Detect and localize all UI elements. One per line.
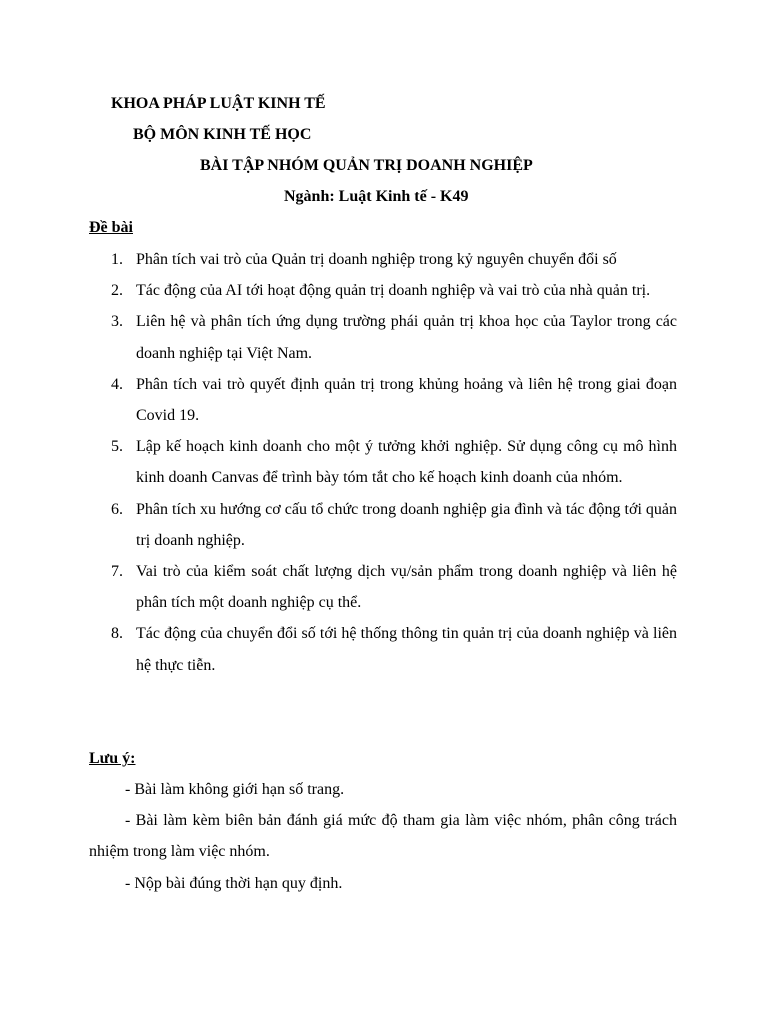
list-item bbox=[89, 369, 677, 431]
item-text: Liên hệ và phân tích ứng dụng trường phái quản trị khoa học của Taylor trong các doanh nghiệp tại Việt Nam. bbox=[136, 313, 677, 362]
list-item bbox=[89, 275, 677, 306]
item-number: 2. bbox=[111, 282, 123, 300]
list-item bbox=[89, 494, 677, 556]
item-number: 7. bbox=[111, 563, 123, 581]
department-name: BỘ MÔN KINH TẾ HỌC bbox=[133, 126, 312, 143]
item-number: 5. bbox=[111, 438, 123, 456]
faculty-name: KHOA PHÁP LUẬT KINH TẾ bbox=[111, 95, 326, 112]
note-item: - Bài làm kèm biên bản đánh giá mức độ tham gia làm việc nhóm, phân công trách nhiệm trong làm việc nhóm. bbox=[89, 812, 677, 861]
item-text: Tác động của AI tới hoạt động quản trị doanh nghiệp và vai trò của nhà quản trị. bbox=[136, 282, 651, 300]
assignment-heading: Đề bài bbox=[89, 219, 133, 236]
notes-heading: Lưu ý: bbox=[89, 750, 136, 767]
major-line: Ngành: Luật Kinh tế - K49 bbox=[284, 188, 469, 205]
note-item: - Bài làm không giới hạn số trang. bbox=[125, 781, 345, 798]
item-text: Lập kế hoạch kinh doanh cho một ý tưởng khởi nghiệp. Sử dụng công cụ mô hình kinh doanh Canvas để trình bày tóm tắt cho kế hoạch kinh doanh của nhóm. bbox=[136, 438, 677, 487]
list-item bbox=[89, 618, 677, 680]
notes-list bbox=[89, 774, 677, 899]
list-item bbox=[89, 244, 677, 275]
item-text: Tác động của chuyển đổi số tới hệ thống thông tin quản trị của doanh nghiệp và liên hệ thực tiễn. bbox=[136, 625, 677, 674]
item-text: Phân tích xu hướng cơ cấu tổ chức trong doanh nghiệp gia đình và tác động tới quản trị doanh nghiệp. bbox=[136, 500, 677, 549]
item-number: 3. bbox=[111, 313, 123, 331]
list-item bbox=[89, 556, 677, 618]
note-item: - Nộp bài đúng thời hạn quy định. bbox=[125, 874, 343, 892]
item-number: 1. bbox=[111, 251, 123, 268]
document-title: BÀI TẬP NHÓM QUẢN TRỊ DOANH NGHIỆP bbox=[200, 157, 533, 174]
item-number: 4. bbox=[111, 375, 123, 393]
item-number: 8. bbox=[111, 625, 123, 643]
item-number: 6. bbox=[111, 500, 123, 518]
item-text: Vai trò của kiểm soát chất lượng dịch vụ/sản phẩm trong doanh nghiệp và liên hệ phân tích một doanh nghiệp cụ thể. bbox=[136, 563, 677, 612]
list-item bbox=[89, 306, 677, 368]
list-item bbox=[89, 431, 677, 493]
item-text: Phân tích vai trò quyết định quản trị trong khủng hoảng và liên hệ trong giai đoạn Covid 19. bbox=[136, 375, 677, 425]
assignment-list bbox=[89, 244, 677, 681]
item-text: Phân tích vai trò của Quản trị doanh nghiệp trong kỷ nguyên chuyển đổi số bbox=[136, 251, 617, 268]
